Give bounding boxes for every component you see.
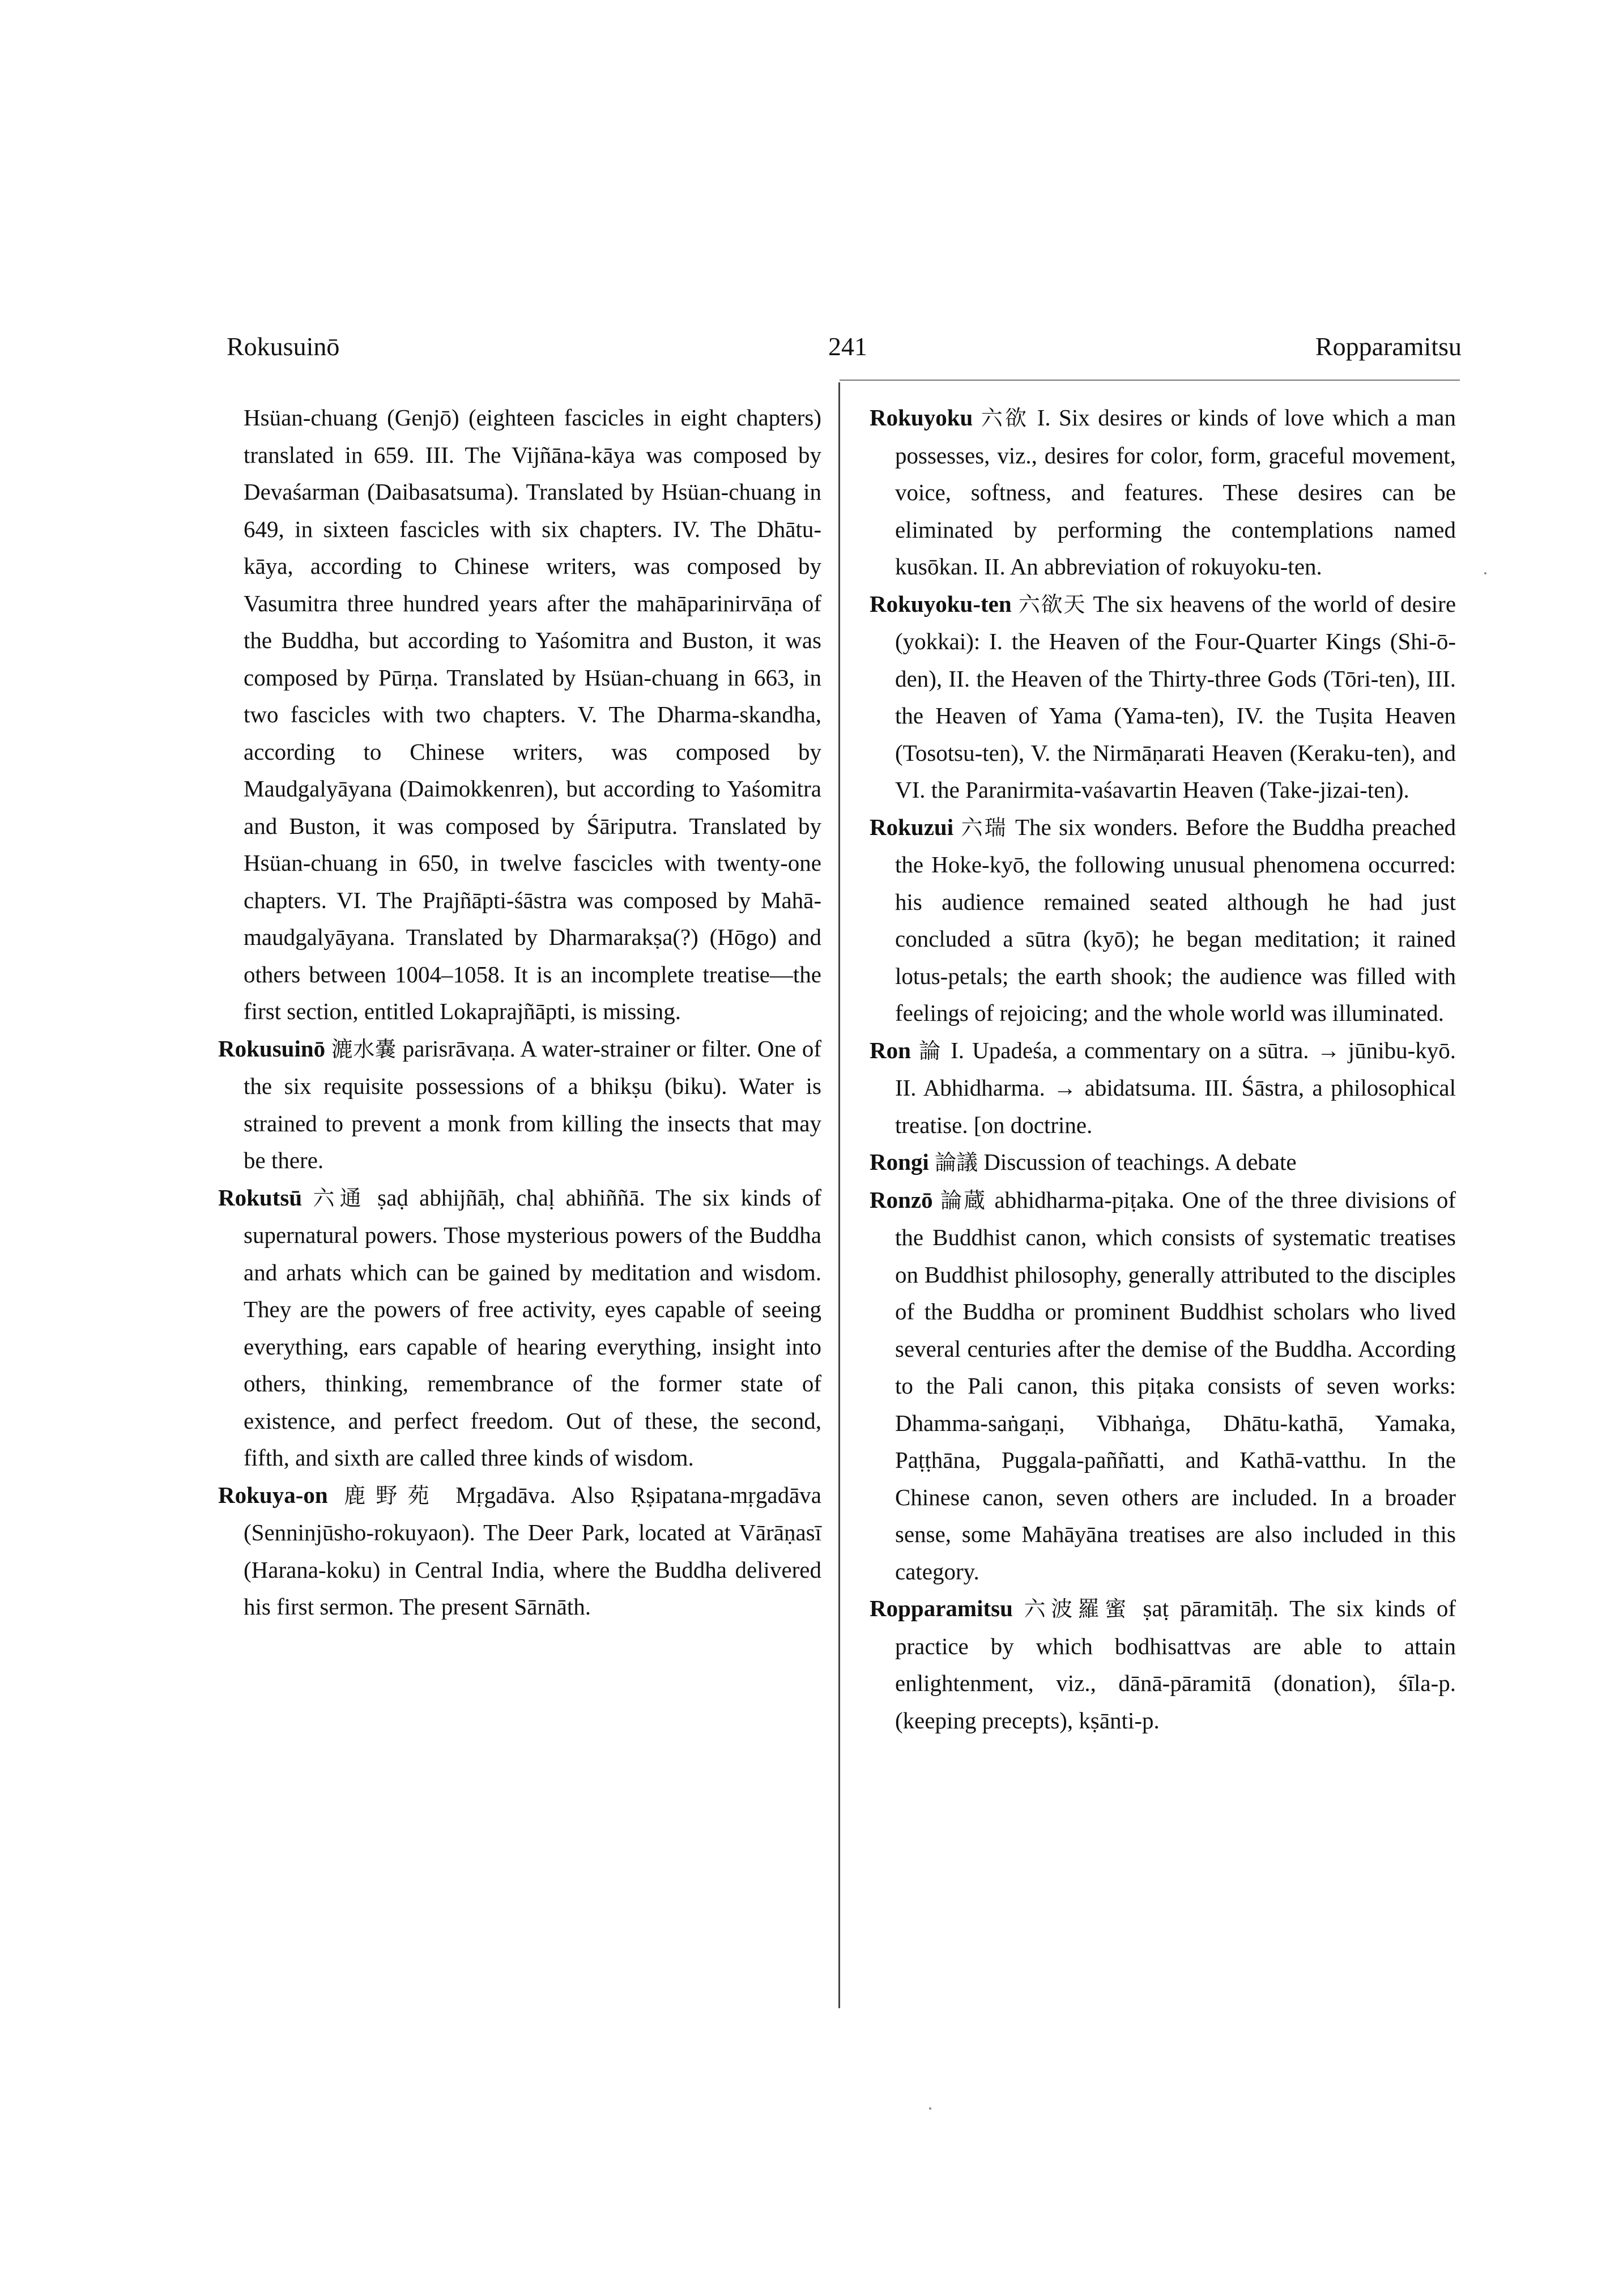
entry-kanji: 六通 <box>313 1185 367 1211</box>
entry-headword: Rokuzui <box>870 813 954 840</box>
entry-kanji: 六欲天 <box>1018 591 1087 617</box>
entry-headword: Ropparamitsu <box>870 1595 1013 1621</box>
entry-kanji: 鹿野苑 <box>344 1483 440 1508</box>
entry-ropparamitsu <box>870 1590 1456 1739</box>
page-number: 241 <box>828 332 867 361</box>
entry-definition: parisrāvaṇa. A water-strainer or filter. One of the six requisite possessions of a bhikṣu (biku). Water is strained to prevent a monk from killing the insects that may be there. <box>244 1035 821 1173</box>
entry-definition: I. Upadeśa, a commentary on a sūtra. → jūnibu-kyō. II. Abhidharma. → abidatsuma. III. Śāstra, a philosophical treatise. [on doctrine. <box>895 1037 1456 1138</box>
header-right-guide-word: Ropparamitsu <box>1315 332 1462 361</box>
entry-kanji: 六瑞 <box>961 815 1008 840</box>
entry-headword: Rokusuinō <box>218 1035 326 1062</box>
scan-speck <box>929 2107 931 2110</box>
entry-definition: abhidharma-piṭaka. One of the three divisions of the Buddhist canon, which consists of systematic treatises on Buddhist philosophy, generally attributed to the disciples of the Buddha or prominent Buddhist scholars who lived several centuries after the demise of the Buddha. According to the Pali canon, this piṭaka consists of seven works: Dhamma-saṅgaṇi, Vibhaṅga, Dhātu-kathā, Yamaka, Paṭṭhāna, Puggala-paññatti, and Kathā-vatthu. In the Chinese canon, seven others are included. In a broader sense, some Mahāyāna treatises are also included in this category. <box>895 1186 1456 1584</box>
entry-definition: ṣaḍ abhijñāḥ, chaḷ abhiññā. The six kinds of supernatural powers. Those mysterious powers of the Buddha and arhats which can be gained by meditation and wisdom. They are the powers of free activity, eyes capable of seeing everything, ears capable of hearing everything, insight into others, thinking, remembrance of the former state of existence, and perfect freedom. Out of these, the second, fifth, and sixth are called three kinds of wisdom. <box>244 1184 821 1471</box>
entry-headword: Rongi <box>870 1149 929 1175</box>
entry-kanji: 漉水嚢 <box>331 1036 397 1062</box>
entry-definition: I. Six desires or kinds of love which a man possesses, viz., desires for color, form, graceful movement, voice, softness, and features. These desires can be eliminated by performing the contemplations named kusōkan. II. An abbreviation of rokuyoku-ten. <box>895 404 1456 580</box>
scan-speck <box>1484 572 1486 574</box>
entry-kanji: 論 <box>919 1038 943 1063</box>
right-column <box>870 399 1456 1739</box>
entry-headword: Ronzō <box>870 1186 933 1213</box>
continued-entry-text: Hsüan-chuang (Genjō) (eighteen fascicles in eight chapters) translated in 659. III. The Vijñāna-kāya was composed by Devaśarman (Daibasatsuma). Translated by Hsüan-chuang in 649, in sixteen fascicles with six chapters. IV. The Dhātu-kāya, according to Chinese writers, was composed by Vasumitra three hundred years after the mahāparinirvāṇa of the Buddha, but according to Yaśomitra and Buston, it was composed by Pūrṇa. Translated by Hsüan-chuang in 663, in two fascicles with two chapters. V. The Dharma-skandha, according to Chinese writers, was composed by Maudgalyāyana (Daimokkenren), but according to Yaśomitra and Buston, it was composed by Śāriputra. Translated by Hsüan-chuang in 650, in twelve fascicles with twenty-one chapters. VI. The Prajñāpti-śāstra was composed by Mahā-maudgalyāyana. Translated by Dharmarakṣa(?) (Hōgo) and others between 1004–1058. It is an incomplete treatise—the first section, entitled Lokaprajñāpti, is missing. <box>244 404 821 1024</box>
entry-headword: Ron <box>870 1037 911 1063</box>
entry-definition: Discussion of teachings. A debate <box>983 1149 1297 1175</box>
column-divider <box>838 382 840 2008</box>
entry-rokuyoku <box>870 399 1456 586</box>
left-column <box>218 399 821 1626</box>
entry-ron <box>870 1032 1456 1144</box>
entry-rokuyoku-ten <box>870 586 1456 809</box>
entry-kanji: 論蔵 <box>940 1187 987 1213</box>
entry-kanji: 論議 <box>935 1150 978 1175</box>
entry-rokuzui <box>870 809 1456 1032</box>
entry-rokuya-on <box>218 1477 821 1626</box>
entry-headword: Rokuyoku-ten <box>870 590 1012 617</box>
entry-headword: Rokutsū <box>218 1184 303 1211</box>
entry-definition: Mṛgadāva. Also Ṛṣipatana-mṛgadāva (Senninjūsho-rokuyaon). The Deer Park, located at Vārāṇasī (Harana-koku) in Central India, where the Buddha delivered his first sermon. The present Sārnāth. <box>244 1481 822 1620</box>
entry-kanji: 六波羅蜜 <box>1024 1596 1132 1621</box>
entry-headword: Rokuya-on <box>218 1481 328 1508</box>
entry-ronzo <box>870 1182 1456 1591</box>
entry-definition: The six heavens of the world of desire (yokkai): I. the Heaven of the Four-Quarter Kings (Shi-ō-den), II. the Heaven of the Thirty-three Gods (Tōri-ten), III. the Heaven of Yama (Yama-ten), IV. the Tuṣita Heaven (Tosotsu-ten), V. the Nirmāṇarati Heaven (Keraku-ten), and VI. the Paranirmita-vaśavartin Heaven (Take-jizai-ten). <box>895 590 1456 803</box>
entry-rokutsu <box>218 1179 821 1477</box>
entry-kanji: 六欲 <box>981 406 1029 431</box>
header-left-guide-word: Rokusuinō <box>227 332 340 361</box>
entry-definition: ṣaṭ pāramitāḥ. The six kinds of practice by which bodhisattvas are able to attain enlightenment, viz., dānā-pāramitā (donation), śīla-p. (keeping precepts), kṣānti-p. <box>895 1595 1456 1733</box>
entry-headword: Rokuyoku <box>870 404 973 431</box>
running-header <box>0 331 1623 371</box>
entry-rokusuino <box>218 1030 821 1179</box>
top-rule <box>840 380 1460 381</box>
entry-definition: The six wonders. Before the Buddha preached the Hoke-kyō, the following unusual phenomena occurred: his audience remained seated although he had just concluded a sūtra (kyō); he began meditation; it rained lotus-petals; the earth shook; the audience was filled with feelings of rejoicing; and the whole world was illuminated. <box>895 813 1456 1026</box>
entry-rongi <box>870 1144 1456 1182</box>
